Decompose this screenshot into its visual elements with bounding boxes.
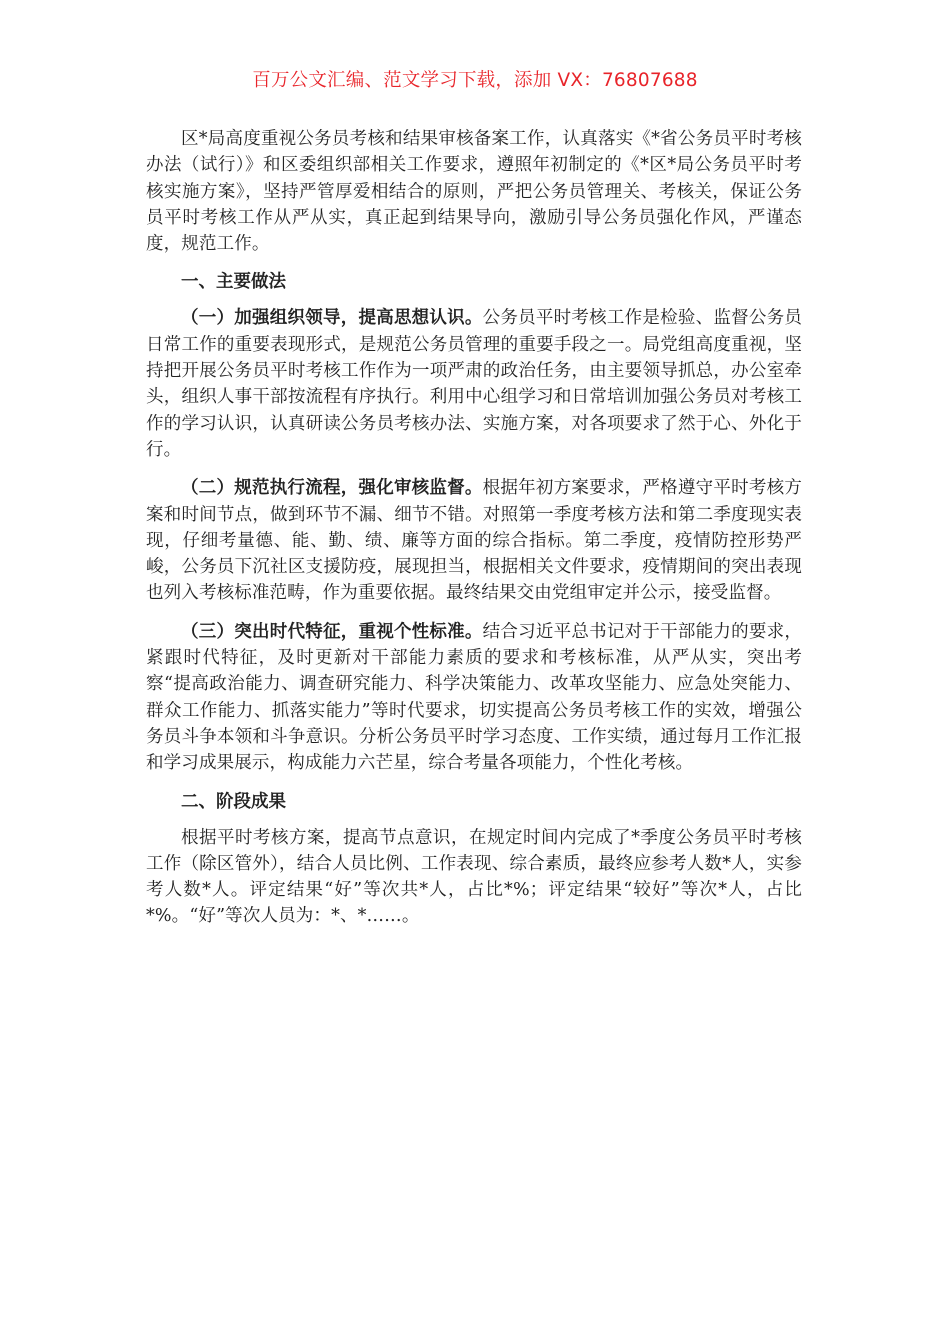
intro-paragraph: 区*局高度重视公务员考核和结果审核备案工作，认真落实《*省公务员平时考核办法（试行）》和区委组织部相关工作要求，遵照年初制定的《*区*局公务员平时考核实施方案》，坚持严管厚爱相结合的原则，严把公务员管理关、考核关，保证公务员平时考核工作从严从实，真正起到结果导向，激励引导公务员强化作风，严谨态度，规范工作。 xyxy=(146,129,802,255)
practice-paragraph-1 xyxy=(146,305,802,463)
paragraph-lead: （一）加强组织领导，提高思想认识。 xyxy=(181,308,483,329)
paragraph-text: 公务员平时考核工作是检验、监督公务员日常工作的重要表现形式，是规范公务员管理的重要手段之一。局党组高度重视，坚持把开展公务员平时考核工作作为一项严肃的政治任务，由主要领导抓总，办公室牵头，组织人事干部按流程有序执行。利用中心组学习和日常培训加强公务员对考核工作的学习认识，认真研读公务员考核办法、实施方案，对各项要求了然于心、外化于行。 xyxy=(146,308,802,460)
section-heading-results: 二、阶段成果 xyxy=(181,791,286,812)
paragraph-text: 结合习近平总书记对于干部能力的要求，紧跟时代特征，及时更新对干部能力素质的要求和考核标准，从严从实，突出考察“提高政治能力、调查研究能力、科学决策能力、改革攻坚能力、应急处突能力、群众工作能力、抓落实能力”等时代要求，切实提高公务员考核工作的实效，增强公务员斗争本领和斗争意识。分析公务员平时学习态度、工作实绩，通过每月工作汇报和学习成果展示，构成能力六芒星，综合考量各项能力，个性化考核。 xyxy=(146,621,802,774)
paragraph-lead: （二）规范执行流程，强化审核监督。 xyxy=(181,478,483,499)
section-heading-main-practices: 一、主要做法 xyxy=(181,272,286,293)
practice-paragraph-2 xyxy=(146,475,802,606)
promo-banner: 百万公文汇编、范文学习下载，添加 VX：76807688 xyxy=(252,70,698,91)
practice-paragraph-3 xyxy=(146,619,802,777)
paragraph-text: 根据年初方案要求，严格遵守平时考核方案和时间节点，做到环节不漏、细节不错。对照第一季度考核方法和第二季度现实表现，仔细考量德、能、勤、绩、廉等方面的综合指标。第二季度，疫情防控形势严峻，公务员下沉社区支援防疫，展现担当，根据相关文件要求，疫情期间的突出表现也列入考核标准范畴，作为重要依据。最终结果交由党组审定并公示，接受监督。 xyxy=(146,478,802,604)
results-paragraph: 根据平时考核方案，提高节点意识，在规定时间内完成了*季度公务员平时考核工作（除区管外），结合人员比例、工作表现、综合素质，最终应参考人数*人，实参考人数*人。评定结果“好”等次共*人，占比*%；评定结果“较好”等次*人，占比*%。“好”等次人员为：*、*……。 xyxy=(146,827,802,927)
paragraph-lead: （三）突出时代特征，重视个性标准。 xyxy=(181,621,483,642)
document-body xyxy=(146,126,802,942)
